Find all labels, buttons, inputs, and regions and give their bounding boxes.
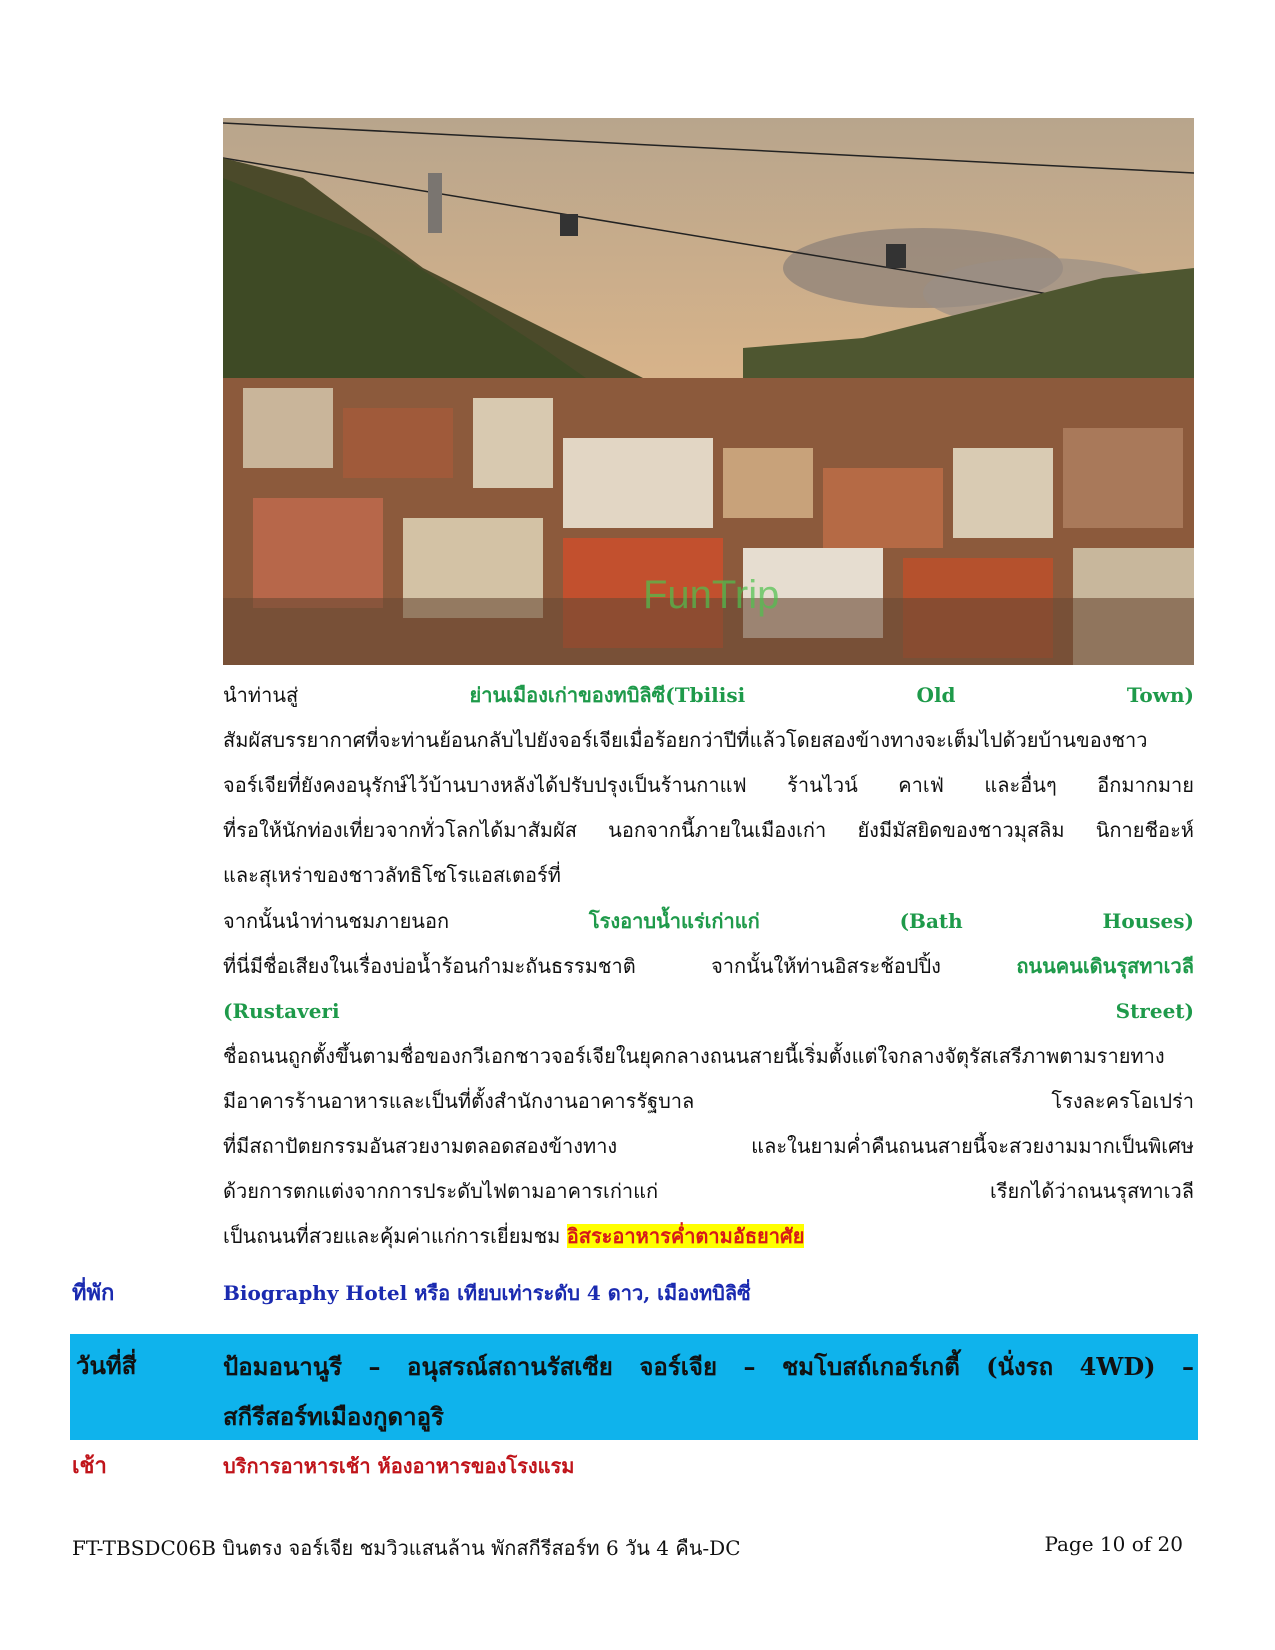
- text-segment: ด้วยการตกแต่งจากการประดับไฟตามอาคารเก่าแก่: [223, 1179, 659, 1203]
- footer-page-number: Page 10 of 20: [1044, 1532, 1183, 1556]
- text-segment: โรงละครโอเปร่า: [1051, 1089, 1194, 1113]
- day-four-label: วันที่สี่: [76, 1351, 137, 1380]
- day-four-title: [223, 1342, 1194, 1442]
- rustaveli-title-b: Street): [1115, 999, 1194, 1023]
- footer-program-code: FT-TBSDC06B บินตรง จอร์เจีย ชมวิวแสนล้าน พักสกีรีสอร์ท 6 วัน 4 คืน-DC: [72, 1536, 741, 1560]
- text-segment: เรียกได้ว่าถนนรุสทาเวลี: [989, 1179, 1194, 1203]
- text-segment: ที่มีสถาปัตยกรรมอันสวยงามตลอดสองข้างทาง: [223, 1134, 618, 1158]
- text-segment: มีอาคารร้านอาหารและเป็นที่ตั้งสำนักงานอาคารรัฐบาล: [223, 1089, 695, 1113]
- bath-houses-title-a: โรงอาบน้ำแร่เก่าแก่: [588, 909, 760, 933]
- rustaveli-title-a: (Rustaveri: [223, 999, 340, 1023]
- paragraph-bath-houses: [223, 899, 1194, 1259]
- morning-label: เช้า: [72, 1453, 107, 1479]
- text-lead: จากนั้นนำท่านชมภายนอก: [223, 909, 450, 933]
- text-line: จอร์เจียที่ยังคงอนุรักษ์ไว้บ้านบางหลังได้ปรับปรุงเป็นร้านกาแฟ ร้านไวน์ คาเฟ่ และอื่นๆ อีกมากมาย: [223, 773, 1194, 797]
- old-town-title-b: Old: [916, 683, 956, 707]
- bath-houses-title-b: (Bath: [899, 909, 963, 933]
- text-line: สัมผัสบรรยากาศที่จะท่านย้อนกลับไปยังจอร์เจียเมื่อร้อยกว่าปีที่แล้วโดยสองข้างทางจะเต็มไปด้วยบ้านของชาว: [223, 728, 1148, 752]
- text-segment: จากนั้นให้ท่านอิสระช้อปปิ้ง: [711, 954, 941, 978]
- morning-text: บริการอาหารเช้า ห้องอาหารของโรงแรม: [223, 1454, 575, 1478]
- day-four-title-line1: ป้อมอนานูรี – อนุสรณ์สถานรัสเซีย จอร์เจีย – ชมโบสถ์เกอร์เกตี้ (นั่งรถ 4WD) –: [223, 1352, 1194, 1381]
- text-line: ชื่อถนนถูกตั้งขึ้นตามชื่อของกวีเอกชาวจอร์เจียในยุคกลางถนนสายนี้เริ่มตั้งแต่ใจกลางจัตุรัสเสรีภาพตามรายทาง: [223, 1044, 1165, 1068]
- text-line: และสุเหร่าของชาวลัทธิโซโรแอสเตอร์ที่: [223, 863, 561, 887]
- cable-car-1: [560, 214, 578, 236]
- day-four-band: [70, 1334, 1198, 1440]
- photo-illustration: [223, 118, 1194, 665]
- text-segment: ที่นี่มีชื่อเสียงในเรื่องบ่อน้ำร้อนกำมะถันธรรมชาติ: [223, 954, 636, 978]
- hotel-label: ที่พัก: [72, 1280, 115, 1306]
- text-lead: นำท่านสู่: [223, 683, 299, 707]
- old-town-title-a: ย่านเมืองเก่าของทบิลิซี(Tbilisi: [469, 683, 746, 707]
- bath-houses-title-c: Houses): [1102, 909, 1194, 933]
- watermark: FunTrip: [643, 573, 780, 617]
- free-dinner-highlight: อิสระอาหารค่ำตามอัธยาศัย: [566, 1224, 805, 1248]
- paragraph-old-town: [223, 673, 1194, 898]
- statue: [428, 173, 442, 233]
- text-line: ที่รอให้นักท่องเที่ยวจากทั่วโลกได้มาสัมผัส นอกจากนี้ภายในเมืองเก่า ยังมีมัสยิดของชาวมุสลิม นิกายชีอะห์: [223, 818, 1194, 842]
- text-segment: และในยามค่ำคืนถนนสายนี้จะสวยงามมากเป็นพิเศษ: [751, 1134, 1194, 1158]
- old-town-title-c: Town): [1126, 683, 1194, 707]
- tbilisi-old-town-photo: [223, 118, 1194, 665]
- day-four-title-line2: สกีรีสอร์ทเมืองกูดาอูริ: [223, 1402, 444, 1431]
- cable-car-2: [886, 244, 906, 268]
- text-segment: เป็นถนนที่สวยและคุ้มค่าแก่การเยี่ยมชม: [223, 1224, 561, 1248]
- hotel-text: Biography Hotel หรือ เทียบเท่าระดับ 4 ดาว, เมืองทบิลิซี่: [223, 1281, 751, 1305]
- rustaveli-title: ถนนคนเดินรุสทาเวลี: [1016, 954, 1194, 978]
